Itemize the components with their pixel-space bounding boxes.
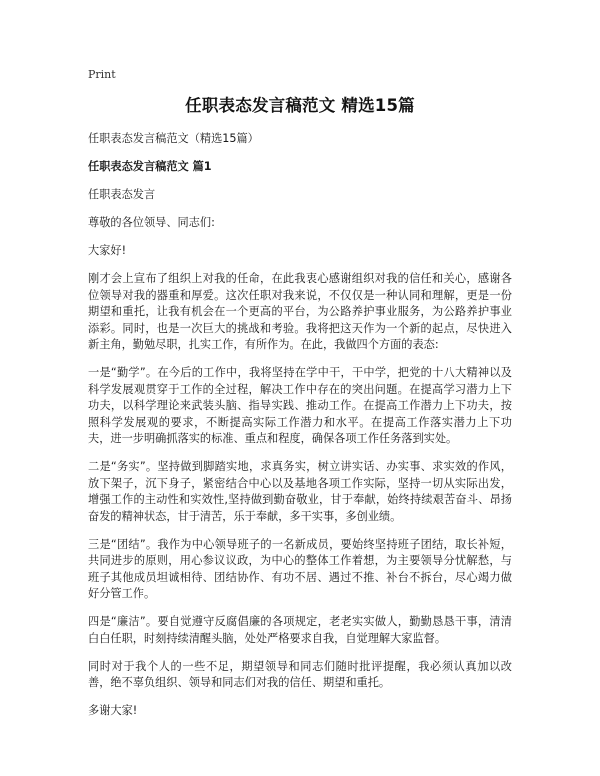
intro-line: 任职表态发言稿范文（精选15篇） [88, 132, 259, 145]
section-heading: 任职表态发言稿范文 篇1 [88, 160, 212, 173]
paragraph-request-criticism: 同时对于我个人的一些不足，期望领导和同志们随时批评提醒，我必须认真加以改善，绝不辜负组织、领导和同志们对我的信任、期望和重托。 [88, 659, 512, 689]
document-title: 任职表态发言稿范文 精选15篇 [185, 96, 415, 115]
print-label: Print [88, 68, 116, 81]
paragraph-integrity: 四是“廉洁”。要自觉遵守反腐倡廉的各项规定，老老实实做人，勤勤恳恳干事，清清白白任职，时刻持续清醒头脑，处处严格要求自我，自觉理解大家监督。 [88, 615, 512, 645]
speech-body [88, 271, 512, 692]
closing-thanks: 多谢大家! [88, 704, 138, 717]
paragraph-pragmatism: 二是“务实”。坚持做到脚踏实地，求真务实，树立讲实话、办实事、求实效的作风，放下架子，沉下身子，紧密结合中心以及基地各项工作实际，坚持一切从实际出发，增强工作的主动性和实效性,坚持做到勤奋敬业，甘于奉献，始终持续艰苦奋斗、昂扬奋发的精神状态，甘于清苦，乐于奉献，多干实事，多创业绩。 [88, 460, 512, 523]
paragraph-unity: 三是“团结”。我作为中心领导班子的一名新成员，要始终坚持班子团结，取长补短，共同进步的原则，用心参议议政，为中心的整体工作着想，为主要领导分忧解愁，与班子其他成员坦诚相待、团结协作、有功不居、遇过不推、补台不拆台，尽心竭力做好分管工作。 [88, 537, 512, 600]
paragraph-opening: 刚才会上宣布了组织上对我的任命，在此我衷心感谢组织对我的信任和关心，感谢各位领导对我的器重和厚爱。这次任职对我来说，不仅仅是一种认同和理解，更是一份期望和重托，让我有机会在一个更高的平台，为公路养护事业服务，为公路养护事业添彩。同时，也是一次巨大的挑战和考验。我将把这天作为一个新的起点，尽快进入新主角，勤勉尽职，扎实工作，有所作为。在此，我做四个方面的表态: [88, 272, 512, 351]
salutation: 尊敬的各位领导、同志们: [88, 216, 215, 229]
speech-title: 任职表态发言 [88, 188, 156, 201]
greeting: 大家好! [88, 244, 127, 257]
document-page [88, 68, 512, 731]
paragraph-diligent-study: 一是“勤学”。在今后的工作中，我将坚持在学中干，干中学，把党的十八大精神以及科学发展观贯穿于工作的全过程，解决工作中存在的突出问题。在提高学习潜力上下功夫，以科学理论来武装头脑、指导实践、推动工作。在提高工作潜力上下功夫，按照科学发展观的要求，不断提高实际工作潜力和水平。在提高工作落实潜力上下功夫，进一步明确抓落实的标准、重点和程度，确保各项工作任务落到实处。 [88, 366, 512, 445]
